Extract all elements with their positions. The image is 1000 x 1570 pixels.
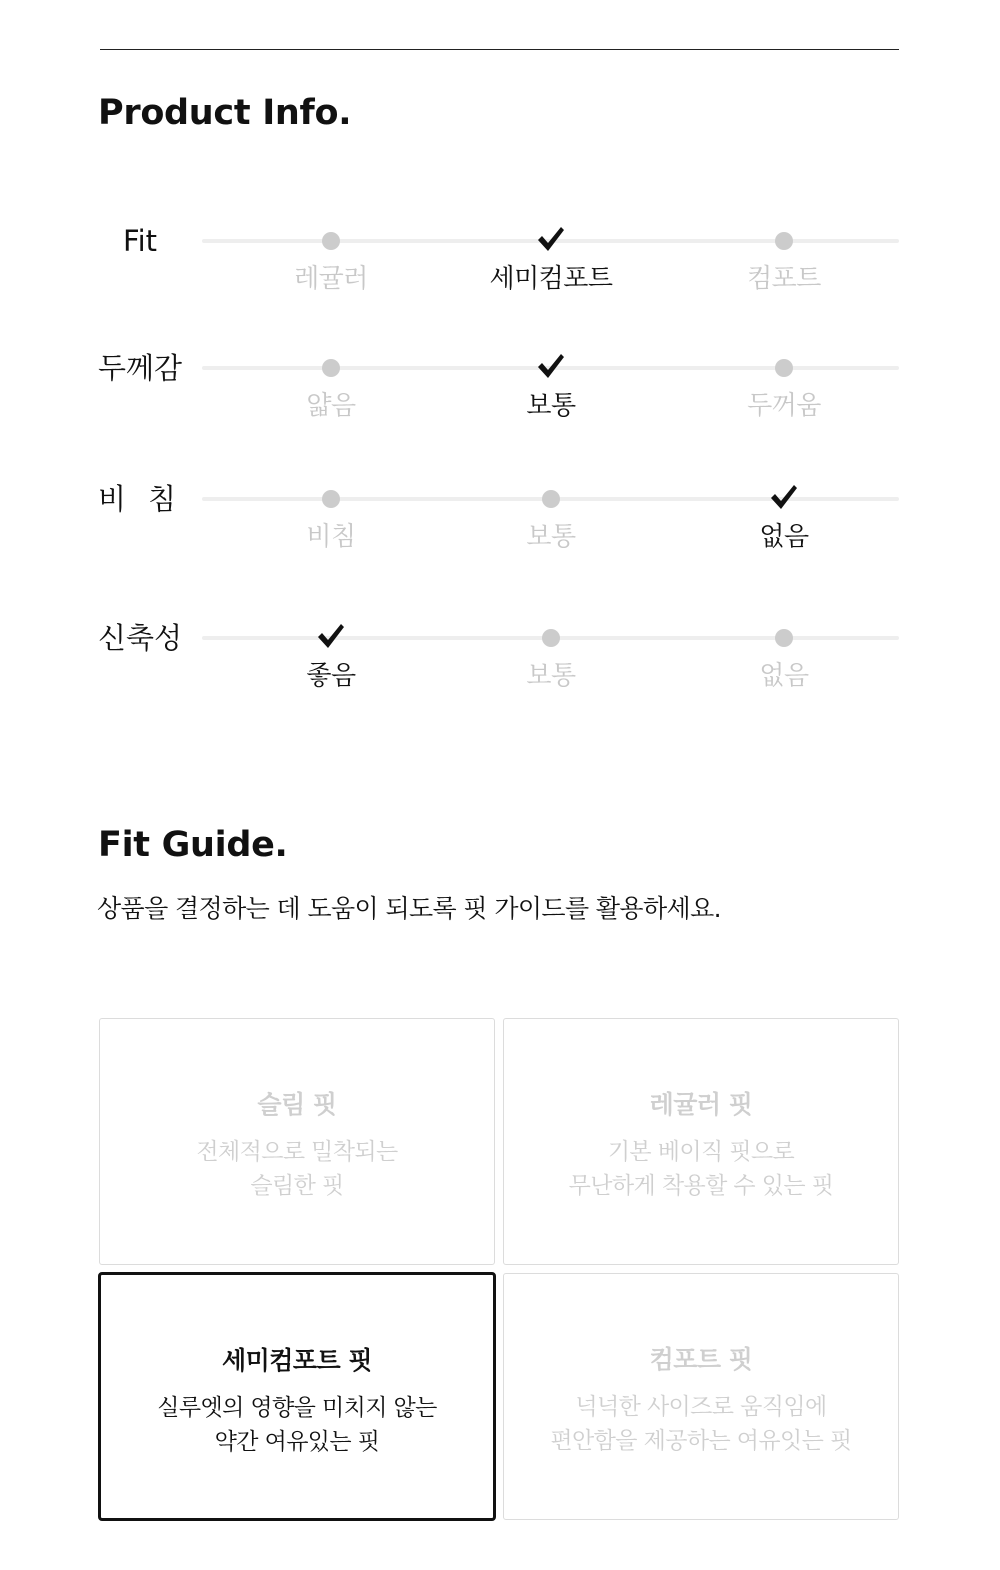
- scale-option: [451, 618, 651, 698]
- fit-card-semi-comfort[interactable]: [98, 1272, 496, 1521]
- fit-card-title: 세미컴포트 핏: [221, 1346, 373, 1375]
- fit-card-title: 슬림 핏: [257, 1090, 337, 1119]
- option-label: 좋음: [306, 661, 356, 691]
- option-label: 두꺼움: [747, 391, 821, 421]
- fit-guide-subtitle: 상품을 결정하는 데 도움이 되도록 핏 가이드를 활용하세요.: [97, 894, 721, 923]
- fit-card-title: 컴포트 핏: [649, 1345, 753, 1374]
- scale-option: [451, 479, 651, 559]
- fit-card-description: [100, 1135, 494, 1203]
- option-label: 보통: [526, 391, 576, 421]
- scale-option: [231, 348, 431, 428]
- fit-guide-title: Fit Guide.: [98, 825, 288, 865]
- attribute-label: 신축성: [98, 621, 183, 655]
- scale-option: [451, 348, 651, 428]
- dot-icon: [775, 232, 793, 250]
- option-label: 없음: [759, 661, 809, 691]
- product-info-title: Product Info.: [98, 93, 352, 133]
- attribute-label: 비침: [98, 482, 199, 516]
- checkmark-icon: [317, 623, 345, 649]
- dot-icon: [322, 490, 340, 508]
- scale-option: [231, 221, 431, 301]
- fit-card-slim[interactable]: [99, 1018, 495, 1265]
- fit-card-description-line: 슬림한 핏: [250, 1173, 344, 1199]
- scale-option: [684, 479, 884, 559]
- attribute-row-thickness: [0, 348, 1000, 428]
- option-label: 얇음: [306, 391, 356, 421]
- checkmark-icon: [770, 484, 798, 510]
- dot-icon: [322, 232, 340, 250]
- attribute-row-sheerness: [0, 479, 1000, 559]
- fit-card-description: [504, 1390, 898, 1458]
- dot-icon: [542, 490, 560, 508]
- fit-card-description-line: 실루엣의 영향을 미치지 않는: [157, 1395, 437, 1421]
- attribute-label: 두께감: [98, 351, 183, 385]
- fit-card-regular[interactable]: [503, 1018, 899, 1265]
- checkmark-icon: [537, 226, 565, 252]
- option-label: 컴포트: [747, 264, 821, 294]
- fit-card-description: [101, 1391, 493, 1459]
- option-label: 비침: [306, 522, 356, 552]
- dot-icon: [322, 359, 340, 377]
- fit-card-description: [504, 1135, 898, 1203]
- fit-card-title: 레귤러 핏: [649, 1090, 753, 1119]
- fit-card-description-line: 기본 베이직 핏으로: [607, 1139, 795, 1165]
- scale-option: [684, 618, 884, 698]
- option-label: 레귤러: [294, 264, 368, 294]
- scale-option: [684, 221, 884, 301]
- fit-card-comfort[interactable]: [503, 1273, 899, 1520]
- fit-card-description-line: 무난하게 착용할 수 있는 핏: [568, 1173, 834, 1199]
- scale-option: [684, 348, 884, 428]
- dot-icon: [775, 629, 793, 647]
- option-label: 보통: [526, 522, 576, 552]
- dot-icon: [775, 359, 793, 377]
- fit-card-description-line: 전체적으로 밀착되는: [196, 1139, 398, 1165]
- attribute-row-fit: [0, 221, 1000, 301]
- scale-option: [231, 479, 431, 559]
- option-label: 세미컴포트: [489, 264, 613, 294]
- checkmark-icon: [537, 353, 565, 379]
- fit-card-description-line: 넉넉한 사이즈로 움직임에: [575, 1394, 827, 1420]
- scale-option: [231, 618, 431, 698]
- fit-card-description-line: 편안함을 제공하는 여유잇는 핏: [550, 1428, 852, 1454]
- option-label: 없음: [759, 522, 809, 552]
- option-label: 보통: [526, 661, 576, 691]
- dot-icon: [542, 629, 560, 647]
- scale-option: [451, 221, 651, 301]
- fit-card-description-line: 약간 여유있는 핏: [214, 1429, 380, 1455]
- attribute-label: Fit: [123, 224, 157, 258]
- attribute-row-stretch: [0, 618, 1000, 698]
- top-divider: [100, 49, 899, 50]
